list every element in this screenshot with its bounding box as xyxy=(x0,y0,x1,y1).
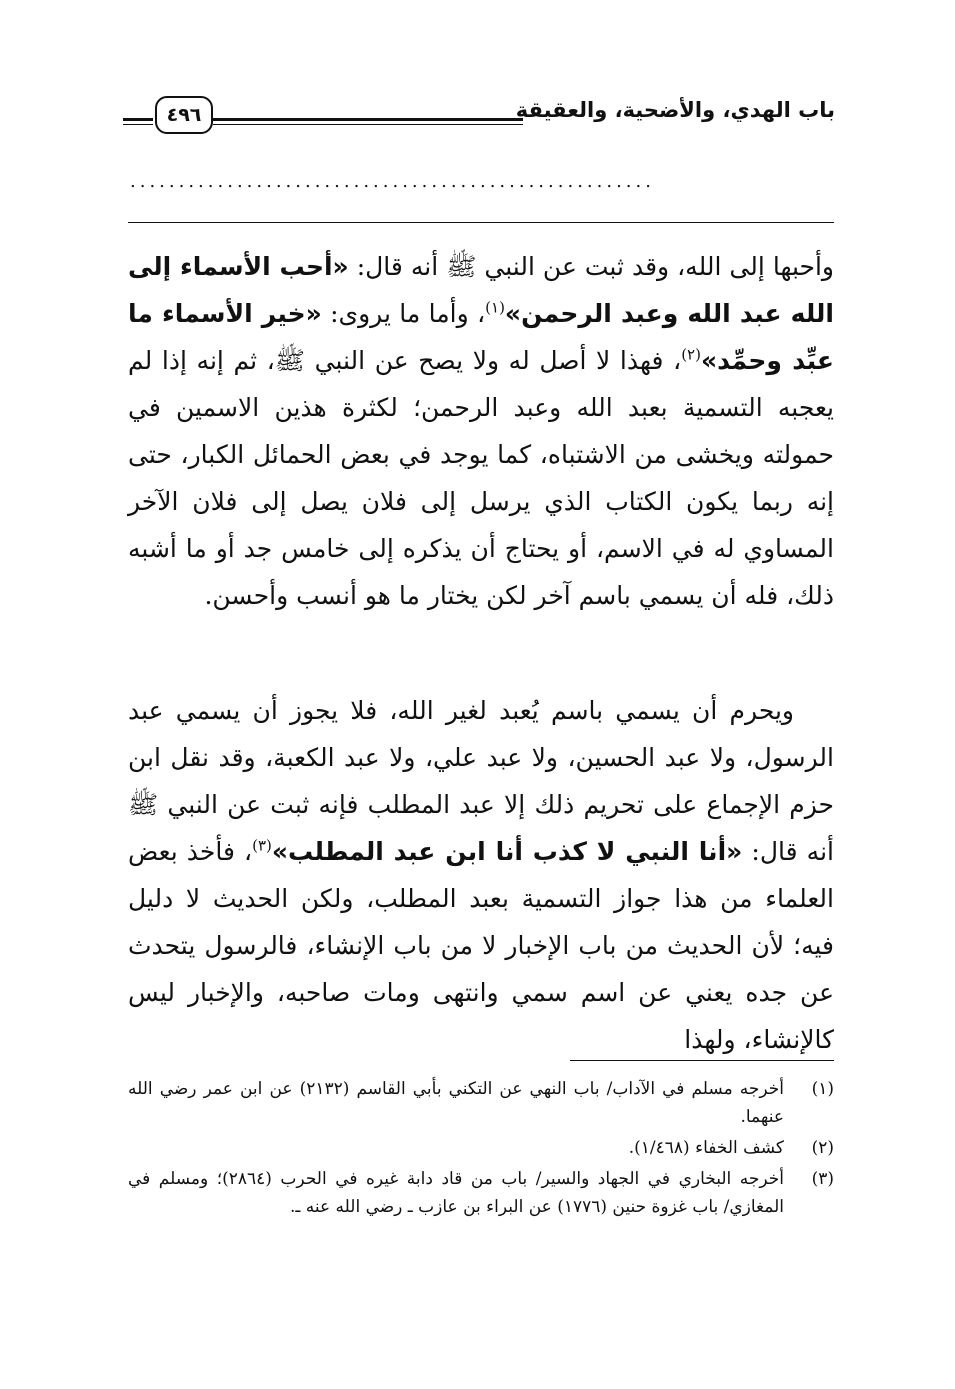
hadith-quote: «أحب الأسماء إلى الله عبد الله وعبد الرحمن» xyxy=(128,252,834,328)
text-segment: ، وأما ما يروى: xyxy=(321,299,486,328)
hadith-quote: «خير الأسماء ما عبِّد وحمِّد» xyxy=(128,299,834,375)
text-segment: وأحبها إلى الله، وقد ثبت عن النبي ﷺ أنه قال: xyxy=(348,252,834,281)
footnote-divider xyxy=(570,1060,834,1061)
paragraph-1 xyxy=(128,243,834,619)
running-header xyxy=(123,92,835,146)
footnote-ref-1: (١) xyxy=(485,298,505,317)
footnote-number: (٣) xyxy=(811,1169,834,1189)
header-rule-short xyxy=(123,118,153,125)
footnote-item xyxy=(128,1165,834,1221)
header-rule xyxy=(213,118,523,125)
page-number: ٤٩٦ xyxy=(155,96,213,134)
text-segment: ويحرم أن يسمي باسم يُعبد لغير الله، فلا يجوز أن يسمي عبد الرسول، ولا عبد الحسين، ولا عبد علي، ولا عبد الكعبة، وقد نقل ابن حزم الإجماع على تحريم ذلك إلا عبد المطلب فإنه ثبت عن النبي ﷺ أنه قال: xyxy=(128,696,834,866)
footnote-number: (٢) xyxy=(811,1138,834,1158)
text-segment: ، فأخذ بعض العلماء من هذا جواز التسمية بعبد المطلب، ولكن الحديث لا دليل فيه؛ لأن الحديث من باب الإخبار لا من باب الإنشاء، فالرسول يتحدث عن جده يعني عن اسم سمي وانتهى ومات صاحبه، والإخبار ليس كالإنشاء، ولهذا xyxy=(128,837,834,1054)
paragraph-2 xyxy=(128,687,834,1063)
footnote-text: كشف الخفاء (١/٤٦٨). xyxy=(628,1138,784,1158)
footnote-number: (١) xyxy=(811,1079,834,1099)
footnote-ref-2: (٢) xyxy=(681,345,701,364)
text-segment: ، فهذا لا أصل له ولا يصح عن النبي ﷺ، ثم إنه إذا لم يعجبه التسمية بعبد الله وعبد الرحمن؛ لكثرة هذين الاسمين في حمولته ويخشى من الاشتباه، كما يوجد في بعض الحمائل الكبار، حتى إنه ربما يكون الكتاب الذي يرسل إلى فلان يصل إلى فلان الآخر المساوي له في الاسم، أو يحتاج أن يذكره إلى خامس جد أو ما أشبه ذلك، فله أن يسمي باسم آخر لكن يختار ما هو أنسب وأحسن. xyxy=(128,346,834,610)
footnote-item xyxy=(128,1134,834,1162)
footnote-item xyxy=(128,1075,834,1131)
footnote-text: أخرجه البخاري في الجهاد والسير/ باب من قاد دابة غيره في الحرب (٢٨٦٤)؛ ومسلم في المغازي/ باب غزوة حنين (١٧٧٦) عن البراء بن عازب ـ رضي الله عنه ـ. xyxy=(128,1169,785,1217)
chapter-title: باب الهدي، والأضحية، والعقيقة xyxy=(515,98,835,122)
footnote-text: أخرجه مسلم في الآداب/ باب النهي عن التكني بأبي القاسم (٢١٣٢) عن ابن عمر رضي الله عنهما. xyxy=(128,1079,784,1127)
top-divider xyxy=(128,222,834,223)
hadith-quote: «أنا النبي لا كذب أنا ابن عبد المطلب» xyxy=(271,837,743,866)
footnote-ref-3: (٣) xyxy=(252,836,272,855)
footnotes xyxy=(128,1075,834,1224)
dotted-separator: ...................................................... xyxy=(130,172,655,192)
